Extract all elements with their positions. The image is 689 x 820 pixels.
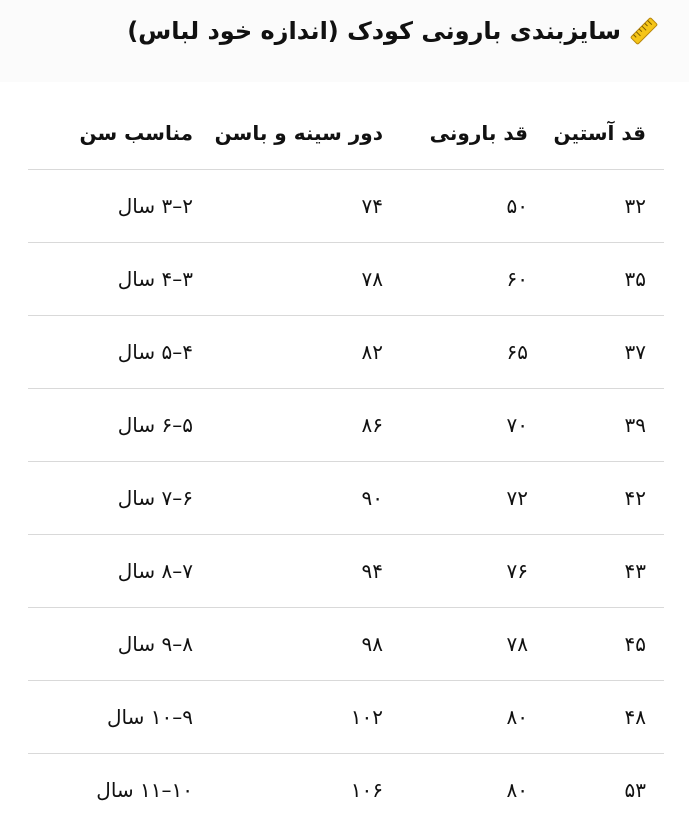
cell-chest: ۸۲ — [193, 316, 383, 389]
table-row — [28, 316, 664, 389]
cell-age: ۱۰–۱۱ سال — [96, 778, 193, 802]
table-row — [28, 462, 664, 535]
cell-length: ۷۰ — [383, 389, 528, 462]
cell-chest: ۱۰۶ — [350, 778, 383, 802]
cell-age: ۵–۶ سال — [28, 389, 193, 462]
cell-age: ۲–۳ سال — [28, 170, 193, 243]
cell-length: ۸۰ — [506, 778, 528, 802]
cell-length: ۷۸ — [383, 608, 528, 681]
table-row — [28, 754, 664, 820]
cell-chest: ۹۴ — [193, 535, 383, 608]
title-bar — [0, 0, 689, 82]
header-sleeve: قد آستین — [528, 96, 664, 170]
table-row — [28, 243, 664, 316]
cell-length: ۶۵ — [383, 316, 528, 389]
cell-sleeve: ۳۲ — [528, 170, 664, 243]
header-row — [28, 96, 664, 170]
cell-age: ۳–۴ سال — [28, 243, 193, 316]
table-row — [28, 608, 664, 681]
cell-age: ۴–۵ سال — [28, 316, 193, 389]
cell-length: ۸۰ — [383, 681, 528, 754]
cell-chest: ۷۴ — [193, 170, 383, 243]
cell-age: ۶–۷ سال — [28, 462, 193, 535]
cell-length: ۷۲ — [383, 462, 528, 535]
cell-sleeve: ۳۹ — [528, 389, 664, 462]
page-title — [127, 16, 659, 46]
table-row — [28, 170, 664, 243]
cell-chest: ۹۸ — [193, 608, 383, 681]
header-chest: دور سینه و باسن — [193, 96, 383, 170]
cell-sleeve: ۴۲ — [528, 462, 664, 535]
cell-sleeve: ۵۳ — [624, 778, 646, 802]
cell-sleeve: ۴۳ — [528, 535, 664, 608]
header-length: قد بارونی — [383, 96, 528, 170]
cell-chest: ۸۶ — [193, 389, 383, 462]
table-row — [28, 681, 664, 754]
header-age: مناسب سن — [28, 96, 193, 170]
cell-sleeve: ۳۵ — [528, 243, 664, 316]
title-text: سایزبندی بارونی کودک (اندازه خود لباس) — [127, 17, 621, 45]
table-row — [28, 389, 664, 462]
cell-length: ۶۰ — [383, 243, 528, 316]
cell-length: ۷۶ — [383, 535, 528, 608]
cell-age: ۸–۹ سال — [28, 608, 193, 681]
cell-chest: ۹۰ — [193, 462, 383, 535]
cell-sleeve: ۴۵ — [528, 608, 664, 681]
cell-sleeve: ۴۸ — [528, 681, 664, 754]
cell-chest: ۱۰۲ — [193, 681, 383, 754]
ruler-icon — [629, 16, 659, 46]
cell-sleeve: ۳۷ — [528, 316, 664, 389]
table-row — [28, 535, 664, 608]
cell-age: ۷–۸ سال — [28, 535, 193, 608]
cell-chest: ۷۸ — [193, 243, 383, 316]
cell-age: ۹–۱۰ سال — [28, 681, 193, 754]
cell-length: ۵۰ — [383, 170, 528, 243]
size-table — [28, 96, 664, 820]
